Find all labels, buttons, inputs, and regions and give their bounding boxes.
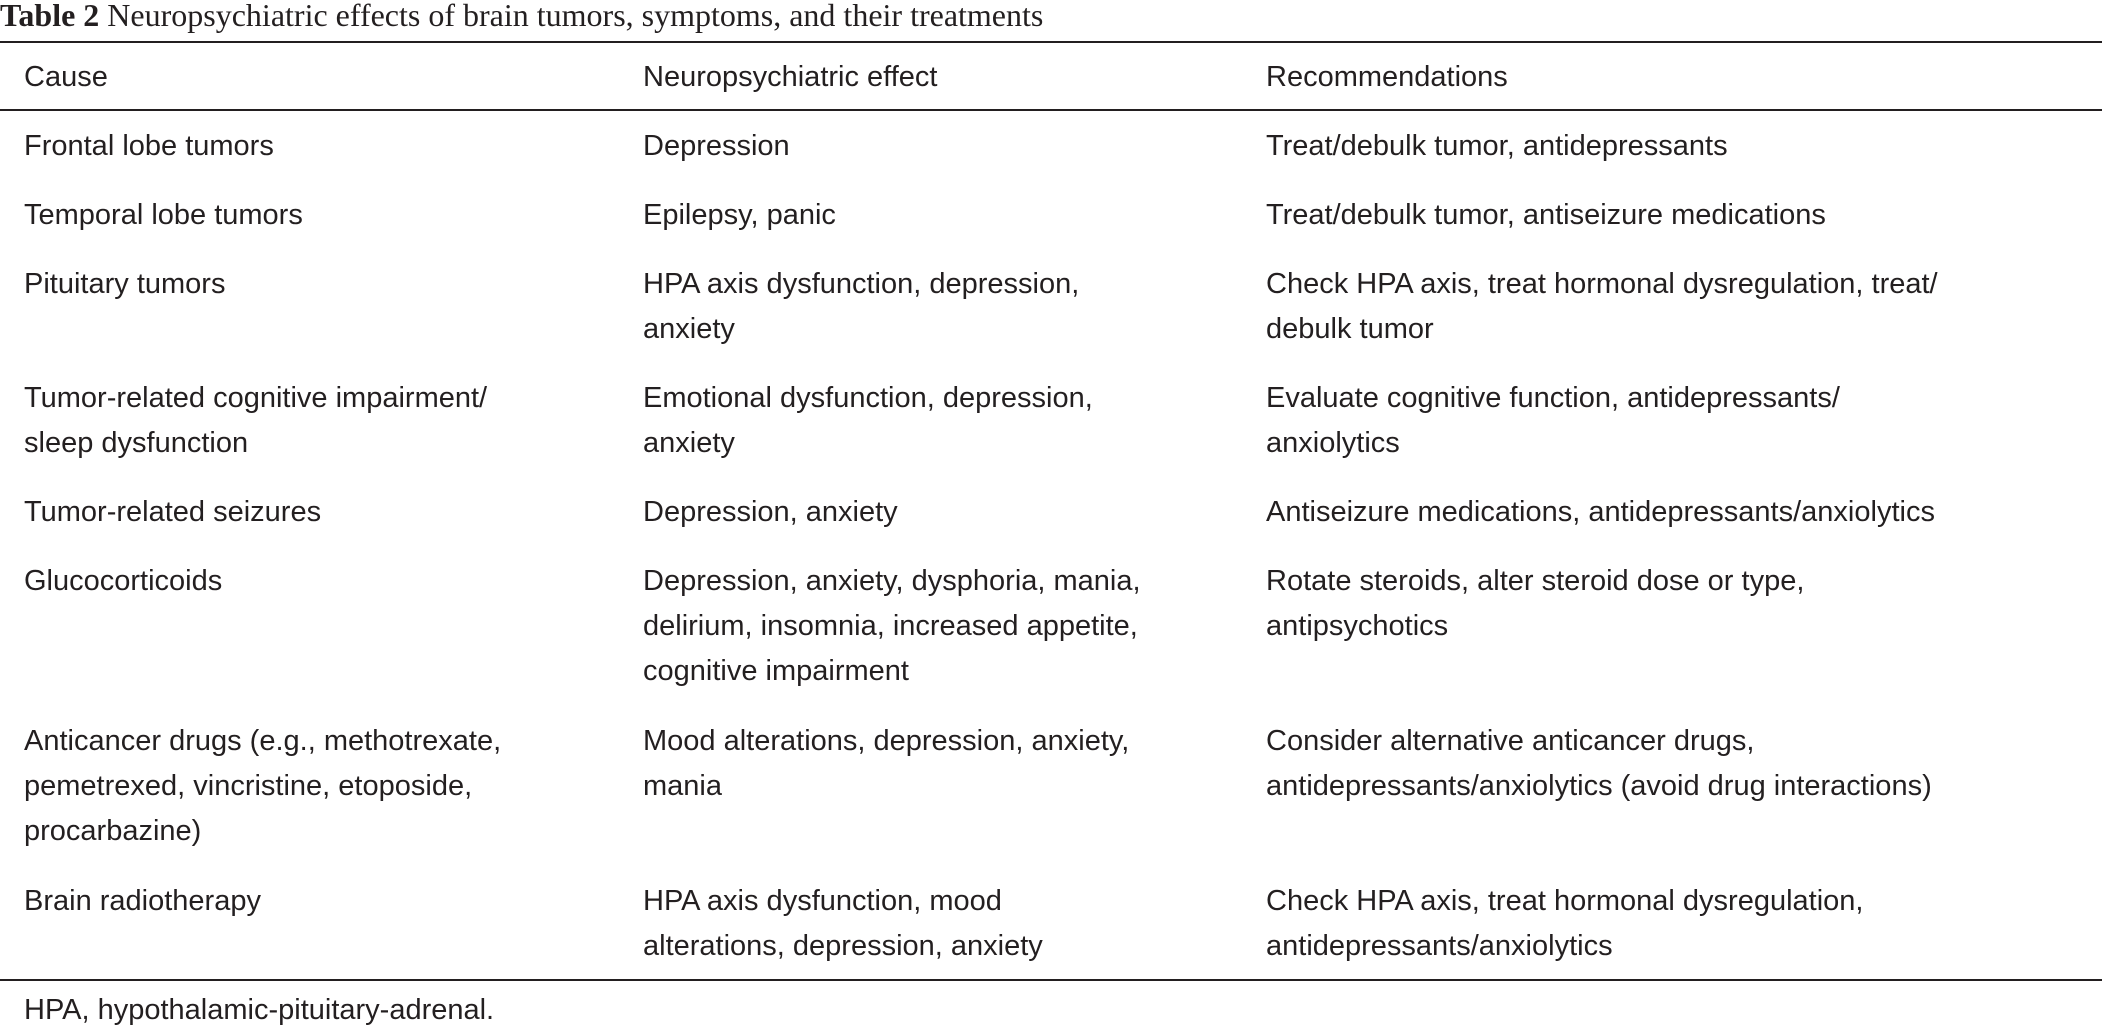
cell-cause: Pituitary tumors — [24, 268, 226, 300]
header-recommendations: Recommendations — [1266, 61, 1508, 93]
header-neuropsychiatric-effect: Neuropsychiatric effect — [643, 61, 938, 93]
cell-recommendation: Treat/debulk tumor, antiseizure medications — [1266, 199, 1826, 231]
table-caption — [0, 0, 1043, 36]
cell-recommendation: Consider alternative anticancer drugs, antidepressants/anxiolytics (avoid drug interactions) — [1266, 725, 1932, 802]
table-header-rule — [0, 109, 2102, 111]
cell-cause: Tumor-related cognitive impairment/ sleep dysfunction — [24, 382, 488, 459]
cell-effect: Depression — [643, 130, 790, 162]
table-footnote: HPA, hypothalamic-pituitary-adrenal. — [24, 994, 495, 1026]
header-cause: Cause — [24, 61, 108, 93]
table-top-rule — [0, 41, 2102, 43]
cell-effect: HPA axis dysfunction, mood alterations, depression, anxiety — [643, 885, 1043, 962]
cell-cause: Frontal lobe tumors — [24, 130, 274, 162]
cell-effect: HPA axis dysfunction, depression, anxiety — [643, 268, 1080, 345]
cell-recommendation: Antiseizure medications, antidepressants/anxiolytics — [1266, 496, 1935, 528]
cell-effect: Epilepsy, panic — [643, 199, 836, 231]
table-caption-label: Table 2 — [0, 0, 100, 33]
table-caption-text: Neuropsychiatric effects of brain tumors, symptoms, and their treatments — [107, 0, 1044, 33]
cell-recommendation: Check HPA axis, treat hormonal dysregulation, antidepressants/anxiolytics — [1266, 885, 1864, 962]
cell-cause: Anticancer drugs (e.g., methotrexate, pemetrexed, vincristine, etoposide, procarbazine) — [24, 725, 502, 847]
cell-recommendation: Evaluate cognitive function, antidepressants/ anxiolytics — [1266, 382, 1840, 459]
cell-cause: Temporal lobe tumors — [24, 199, 303, 231]
cell-effect: Depression, anxiety, dysphoria, mania, delirium, insomnia, increased appetite, cognitive impairment — [643, 565, 1141, 687]
cell-effect: Depression, anxiety — [643, 496, 898, 528]
cell-effect: Mood alterations, depression, anxiety, mania — [643, 725, 1130, 802]
cell-effect: Emotional dysfunction, depression, anxiety — [643, 382, 1093, 459]
table-bottom-rule — [0, 979, 2102, 981]
cell-cause: Glucocorticoids — [24, 565, 223, 597]
cell-cause: Brain radiotherapy — [24, 885, 261, 917]
cell-cause: Tumor-related seizures — [24, 496, 322, 528]
cell-recommendation: Treat/debulk tumor, antidepressants — [1266, 130, 1728, 162]
cell-recommendation: Rotate steroids, alter steroid dose or type, antipsychotics — [1266, 565, 1805, 642]
cell-recommendation: Check HPA axis, treat hormonal dysregulation, treat/ debulk tumor — [1266, 268, 1938, 345]
